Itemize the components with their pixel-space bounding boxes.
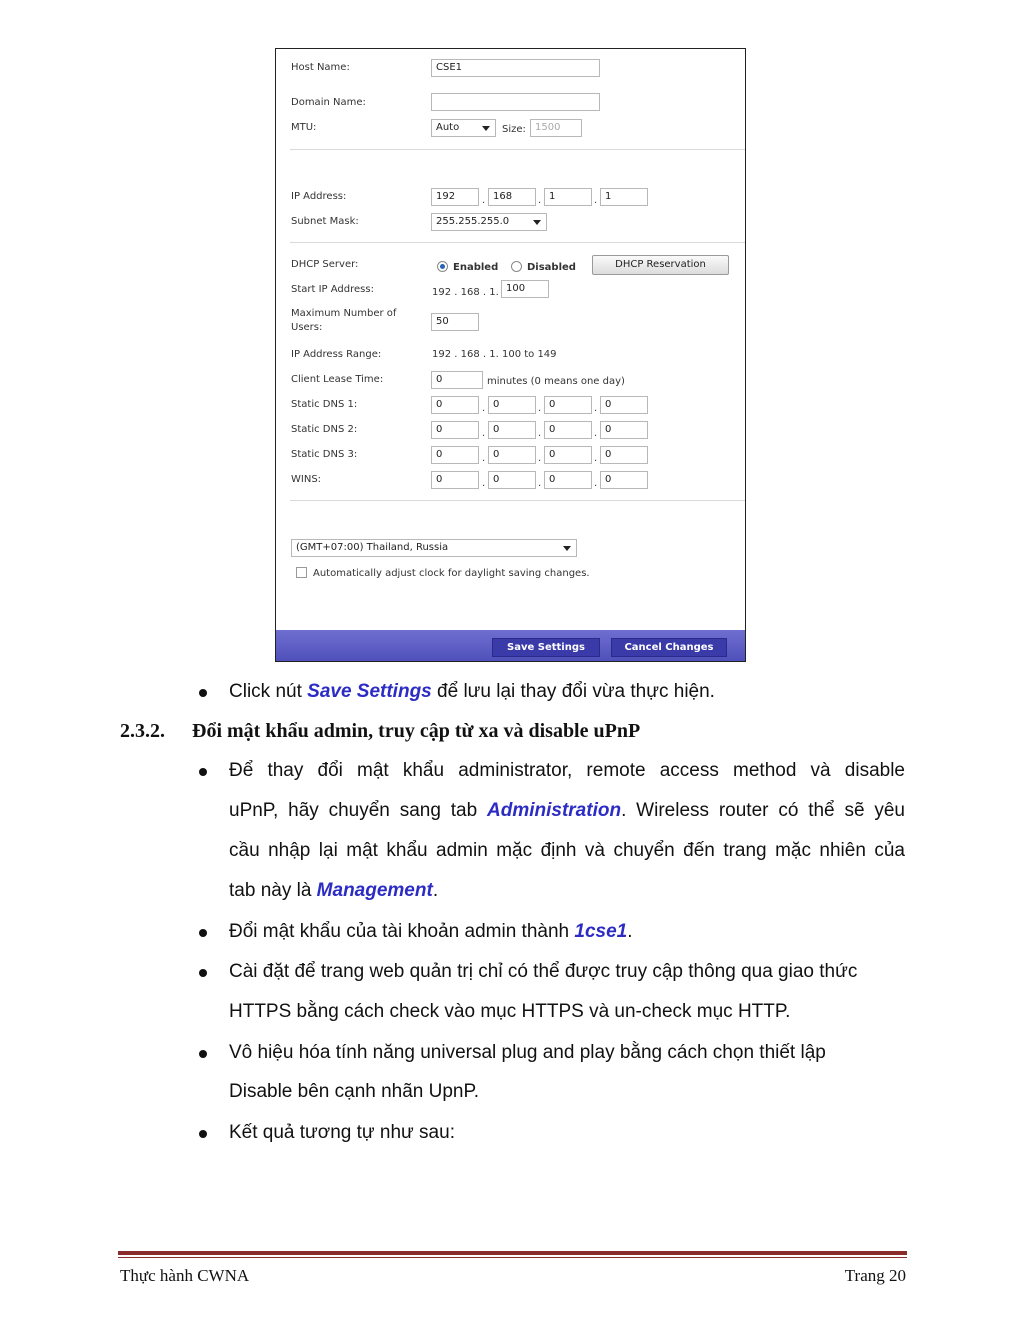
bullet-dot — [199, 689, 207, 697]
save-settings-button[interactable]: Save Settings — [492, 638, 600, 657]
mtu-label: MTU: — [291, 122, 317, 133]
highlight-administration: Administration — [487, 800, 622, 821]
separator-dot: . — [538, 428, 542, 439]
dns2-octet-1[interactable]: 0 — [431, 421, 479, 439]
paragraph-line: Disable bên cạnh nhãn UpnP. — [229, 1081, 480, 1102]
dns1-octet-3[interactable]: 0 — [544, 396, 592, 414]
text-run: để lưu lại thay đổi vừa thực hiện. — [431, 681, 715, 702]
ip-range-value: 192 . 168 . 1. 100 to 149 — [432, 349, 557, 360]
domain-name-input[interactable] — [431, 93, 600, 111]
ip-octet-1[interactable]: 192 — [431, 188, 479, 206]
dhcp-server-label: DHCP Server: — [291, 259, 359, 270]
text-run: Click nút — [229, 681, 308, 702]
ip-range-label: IP Address Range: — [291, 349, 382, 360]
dns3-label: Static DNS 3: — [291, 449, 358, 460]
separator-dot: . — [594, 478, 598, 489]
dhcp-disabled-radio[interactable] — [511, 261, 522, 272]
daylight-label: Automatically adjust clock for daylight saving changes. — [313, 568, 590, 579]
paragraph-line: Kết quả tương tự như sau: — [229, 1122, 455, 1143]
separator-dot: . — [538, 403, 542, 414]
daylight-checkbox[interactable] — [296, 567, 307, 578]
action-bar — [276, 630, 745, 661]
dhcp-disabled-label: Disabled — [527, 262, 576, 273]
text-run: Đổi mật khẩu của tài khoản admin thành — [229, 921, 575, 942]
dns3-octet-1[interactable]: 0 — [431, 446, 479, 464]
paragraph-line — [229, 880, 438, 902]
paragraph-line: cầu nhập lại mật khẩu admin mặc định và chuyển đến trang mặc nhiên của — [229, 840, 905, 861]
ip-address-label: IP Address: — [291, 191, 347, 202]
router-settings-screenshot — [275, 48, 746, 662]
chevron-down-icon — [533, 220, 541, 225]
timezone-select[interactable] — [291, 539, 577, 557]
highlight-management: Management — [316, 880, 433, 901]
dns2-octet-2[interactable]: 0 — [488, 421, 536, 439]
paragraph-line: Để thay đổi mật khẩu administrator, remote access method và disable — [229, 760, 905, 781]
lease-time-note: minutes (0 means one day) — [487, 376, 625, 387]
section-divider — [290, 242, 745, 243]
ip-octet-2[interactable]: 168 — [488, 188, 536, 206]
dns1-octet-2[interactable]: 0 — [488, 396, 536, 414]
dns1-octet-4[interactable]: 0 — [600, 396, 648, 414]
text-run: . — [432, 880, 439, 901]
lease-time-label: Client Lease Time: — [291, 374, 384, 385]
size-label: Size: — [502, 124, 526, 135]
host-name-input[interactable]: CSE1 — [431, 59, 600, 77]
start-ip-input[interactable]: 100 — [501, 280, 549, 298]
dns3-octet-2[interactable]: 0 — [488, 446, 536, 464]
separator-dot: . — [538, 478, 542, 489]
bullet-dot — [199, 1050, 207, 1058]
text-run: uPnP, hãy chuyển sang tab — [229, 800, 487, 821]
mtu-size-input[interactable]: 1500 — [530, 119, 582, 137]
separator-dot: . — [538, 453, 542, 464]
dhcp-enabled-label: Enabled — [453, 262, 499, 273]
ip-octet-4[interactable]: 1 — [600, 188, 648, 206]
subnet-mask-select[interactable] — [431, 213, 547, 231]
footer-rule-thin — [118, 1257, 907, 1258]
section-title: Đổi mật khẩu admin, truy cập từ xa và disable uPnP — [192, 720, 641, 742]
domain-name-label: Domain Name: — [291, 97, 366, 108]
cancel-changes-button[interactable]: Cancel Changes — [611, 638, 727, 657]
separator-dot: . — [482, 195, 486, 206]
separator-dot: . — [594, 428, 598, 439]
max-users-label: Maximum Number of Users: — [291, 308, 397, 333]
section-divider — [290, 500, 745, 501]
lease-time-input[interactable]: 0 — [431, 371, 483, 389]
wins-octet-4[interactable]: 0 — [600, 471, 648, 489]
start-ip-label: Start IP Address: — [291, 284, 374, 295]
mtu-select-value: Auto — [436, 122, 460, 133]
dns3-octet-4[interactable]: 0 — [600, 446, 648, 464]
text-run: tab này là — [229, 880, 317, 901]
highlight-password: 1cse1 — [574, 921, 628, 942]
wins-label: WINS: — [291, 474, 322, 485]
chevron-down-icon — [482, 126, 490, 131]
ip-octet-3[interactable]: 1 — [544, 188, 592, 206]
chevron-down-icon — [563, 546, 571, 551]
dns2-octet-4[interactable]: 0 — [600, 421, 648, 439]
paragraph-line — [229, 800, 905, 822]
max-users-input[interactable]: 50 — [431, 313, 479, 331]
dns2-octet-3[interactable]: 0 — [544, 421, 592, 439]
dns2-label: Static DNS 2: — [291, 424, 358, 435]
text-run: . — [627, 921, 633, 942]
paragraph-line: Vô hiệu hóa tính năng universal plug and play bằng cách chọn thiết lập — [229, 1042, 826, 1063]
dns3-octet-3[interactable]: 0 — [544, 446, 592, 464]
wins-octet-1[interactable]: 0 — [431, 471, 479, 489]
separator-dot: . — [482, 453, 486, 464]
bullet-dot — [199, 929, 207, 937]
bullet-dot — [199, 969, 207, 977]
wins-octet-2[interactable]: 0 — [488, 471, 536, 489]
separator-dot: . — [482, 428, 486, 439]
bullet-save-settings — [229, 681, 715, 703]
timezone-value: (GMT+07:00) Thailand, Russia — [296, 542, 449, 553]
separator-dot: . — [594, 195, 598, 206]
footer-rule — [118, 1251, 907, 1255]
page-number: Trang 20 — [844, 1266, 906, 1285]
host-name-label: Host Name: — [291, 62, 350, 73]
separator-dot: . — [482, 478, 486, 489]
bullet-dot — [199, 1130, 207, 1138]
dns1-octet-1[interactable]: 0 — [431, 396, 479, 414]
separator-dot: . — [594, 403, 598, 414]
section-divider — [290, 149, 745, 150]
bullet-change-password — [229, 921, 633, 943]
section-number: 2.3.2. — [120, 720, 165, 742]
separator-dot: . — [538, 195, 542, 206]
mtu-select[interactable] — [431, 119, 496, 137]
text-run: . Wireless router có thể sẽ yêu — [621, 800, 905, 821]
separator-dot: . — [594, 453, 598, 464]
dhcp-reservation-button[interactable]: DHCP Reservation — [592, 255, 729, 275]
footer-left: Thực hành CWNA — [120, 1266, 250, 1285]
separator-dot: . — [482, 403, 486, 414]
highlight-save-settings: Save Settings — [307, 681, 432, 702]
dhcp-enabled-radio[interactable] — [437, 261, 448, 272]
paragraph-line: Cài đặt để trang web quản trị chỉ có thể được truy cập thông qua giao thức — [229, 961, 858, 982]
paragraph-line: HTTPS bằng cách check vào mục HTTPS và un-check mục HTTP. — [229, 1001, 791, 1022]
bullet-dot — [199, 768, 207, 776]
start-ip-prefix: 192 . 168 . 1. — [432, 287, 499, 298]
dns1-label: Static DNS 1: — [291, 399, 358, 410]
wins-octet-3[interactable]: 0 — [544, 471, 592, 489]
subnet-mask-value: 255.255.255.0 — [436, 216, 510, 227]
subnet-mask-label: Subnet Mask: — [291, 216, 359, 227]
section-heading — [120, 720, 640, 743]
